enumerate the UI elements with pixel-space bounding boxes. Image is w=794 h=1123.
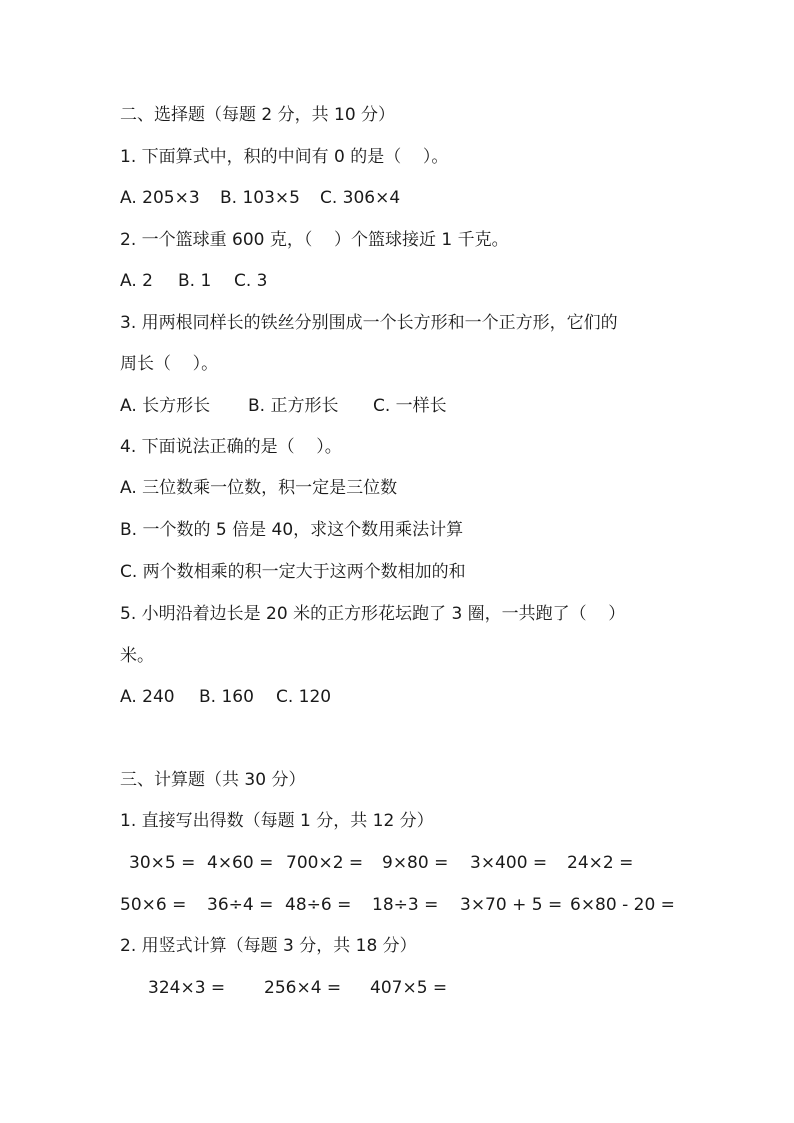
option-b: B. 1 [178, 271, 212, 291]
vertical-calc-row-1 [0, 977, 448, 1087]
question-4-option-b: B. 一个数的 5 倍是 40，求这个数用乘法计算 [120, 520, 464, 540]
expression: 3×70 + 5 = [460, 895, 563, 915]
question-5-stem-line-2: 米。 [120, 646, 154, 666]
expression: 48÷6 = [285, 895, 352, 915]
expression: 256×4 = [264, 978, 342, 998]
expression: 324×3 = [148, 978, 226, 998]
expression: 9×80 = [382, 853, 449, 873]
question-1-stem: 1. 下面算式中，积的中间有 0 的是（ ）。 [120, 147, 449, 167]
option-c: C. 120 [276, 687, 332, 707]
part-2-title: 2. 用竖式计算（每题 3 分，共 18 分） [120, 936, 417, 956]
option-a: A. 长方形长 [120, 396, 211, 416]
question-5-stem-line-1: 5. 小明沿着边长是 20 米的正方形花坛跑了 3 圈，一共跑了（ ） [120, 604, 626, 624]
option-b: B. 103×5 [220, 188, 300, 208]
expression: 6×80 - 20 = [570, 895, 675, 915]
part-1-title: 1. 直接写出得数（每题 1 分，共 12 分） [120, 811, 434, 831]
expression: 407×5 = [370, 978, 448, 998]
expression: 3×400 = [470, 853, 548, 873]
expression: 30×5 = [129, 853, 196, 873]
option-c: C. 3 [234, 271, 268, 291]
expression: 36÷4 = [207, 895, 274, 915]
option-a: A. 2 [120, 271, 153, 291]
expression: 18÷3 = [372, 895, 439, 915]
option-a: A. 240 [120, 687, 175, 707]
question-4-option-c: C. 两个数相乘的积一定大于这两个数相加的和 [120, 562, 466, 582]
section-2-heading: 二、选择题（每题 2 分，共 10 分） [120, 105, 396, 125]
question-3-stem-line-1: 3. 用两根同样长的铁丝分别围成一个长方形和一个正方形，它们的 [120, 313, 618, 333]
expression: 24×2 = [567, 853, 634, 873]
expression: 700×2 = [286, 853, 364, 873]
expression: 4×60 = [207, 853, 274, 873]
section-3-heading: 三、计算题（共 30 分） [120, 770, 306, 790]
option-b: B. 160 [199, 687, 254, 707]
question-2-stem: 2. 一个篮球重 600 克，（ ）个篮球接近 1 千克。 [120, 230, 509, 250]
option-c: C. 一样长 [373, 396, 447, 416]
question-3-stem-line-2: 周长（ ）。 [120, 354, 219, 374]
expression: 50×6 = [120, 895, 187, 915]
option-a: A. 205×3 [120, 188, 200, 208]
question-4-option-a: A. 三位数乘一位数，积一定是三位数 [120, 478, 398, 498]
option-b: B. 正方形长 [248, 396, 339, 416]
option-c: C. 306×4 [320, 188, 401, 208]
question-4-stem: 4. 下面说法正确的是（ ）。 [120, 437, 342, 457]
